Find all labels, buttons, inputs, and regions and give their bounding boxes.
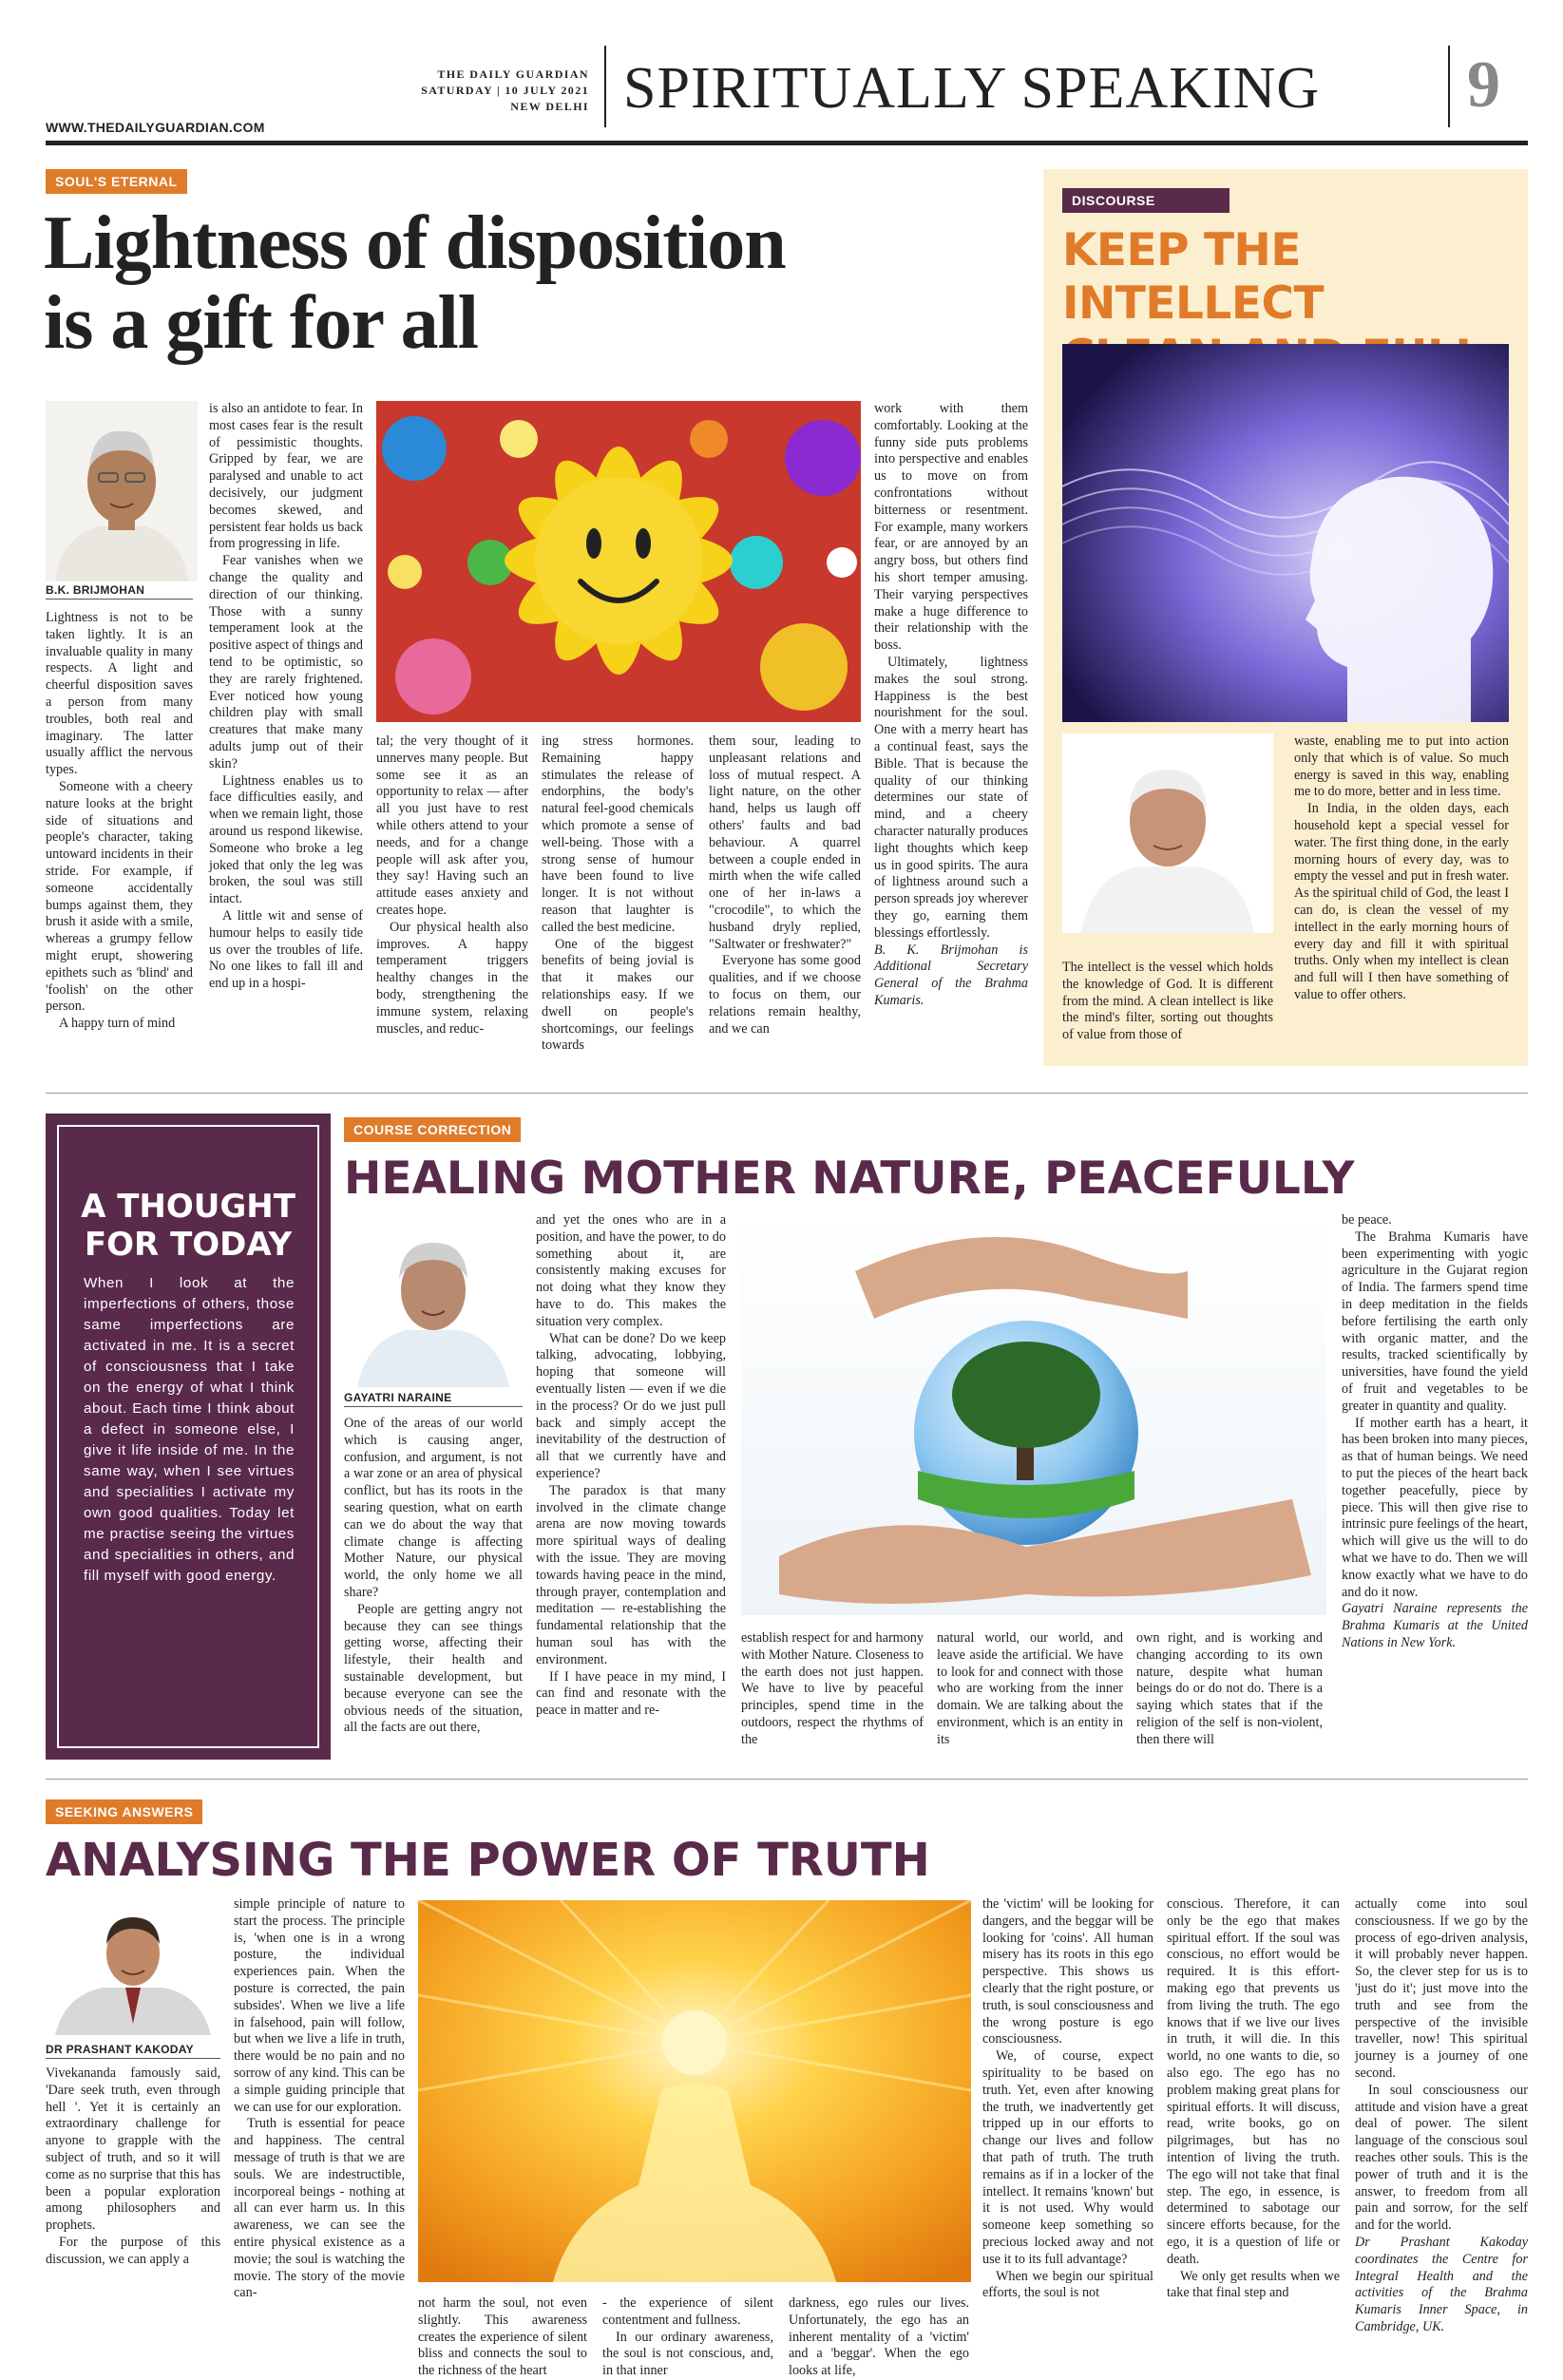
article-column [937, 1630, 1123, 1761]
article-column [46, 610, 193, 1057]
article-column [376, 733, 528, 1057]
author-photo [1062, 733, 1273, 933]
paragraph: waste, enabling me to put into action only that which is of value. So much energy is saved in this way, enabling me to do more, better and in less time. [1294, 733, 1509, 800]
paragraph: If mother earth has a heart, it has been broken into many pieces, as that of human beings. We need to put the pieces of the heart back together peacefully, piece by piece. This will then give rise to intrinsic pure feelings of the heart, which will give us the will to do what we have to do. Then we will know exactly what we have to do and do it now. [1342, 1415, 1528, 1600]
author-photo [46, 401, 198, 581]
meditating-figure-icon [418, 1900, 971, 2282]
headline-line: Lightness of disposition [44, 201, 786, 285]
paragraph: establish respect for and harmony with Mother Nature. Closeness to the earth does not just happen. We have to live by peaceful principles, spend time in the outdoors, respect the rhythms of the [741, 1630, 924, 1747]
paragraph: In soul consciousness our attitude and vision have a great deal of power. The silent language of the conscious soul reaches other souls. This is the power of truth and it is the answer, to freedom from all pain and sorrow, for the self and for the world. [1355, 2082, 1528, 2234]
paragraph: Fear vanishes when we change the quality and direction of our thinking. Those with a sunny temperament look at the positive aspect of things and tend to be optimistic, so they are rarely frightened. Ever noticed how young children play with small creatures that make many adults jump out of their skin? [209, 553, 363, 771]
article-column [789, 2295, 969, 2379]
paragraph: We, of course, expect spirituality to be based on truth. Yet, even after knowing the truth, we inadvertently get tripped up in our efforts to change our lives and follow that path of truth. The truth remains as if in a locker of the intellect. It remains 'known' but it is not used. Why would someone keep something so precious locked away and not use it to its full advantage? [982, 2048, 1153, 2267]
paragraph: darkness, ego rules our lives. Unfortunately, the ego has an inherent mentality of a 'victim' and a 'beggar'. When the ego looks at life, [789, 2295, 969, 2379]
article-column [344, 1416, 523, 1761]
article-column [1355, 1896, 1528, 2351]
section-divider [46, 1779, 1528, 1780]
title-line: A THOUGHT [81, 1188, 295, 1226]
paragraph: not harm the soul, not even slightly. This awareness creates the experience of silent bliss and connects the soul to the richness of the heart [418, 2295, 587, 2379]
paragraph: The intellect is the vessel which holds the knowledge of God. It is different from the mind. A clean intellect is like the mind's filter, sorting out thoughts of value from those of [1062, 960, 1273, 1043]
smiling-sunflower-icon [376, 401, 861, 722]
article-tag: SEEKING ANSWERS [46, 1799, 202, 1824]
paragraph: - the experience of silent contentment and fullness. [602, 2295, 773, 2328]
author-portrait-icon [344, 1216, 523, 1387]
paragraph: A happy turn of mind [59, 1016, 176, 1032]
globe-photo [741, 1214, 1326, 1615]
paragraph: be peace. [1342, 1212, 1392, 1228]
paragraph: is also an antidote to fear. In most cases fear is the result of pessimistic thoughts. Gripped by fear, we are paralysed and unable to act decisively, our judgment becomes skewed, and persistent fear holds us back from progressing in life. [209, 401, 363, 552]
paragraph: If I have peace in my mind, I can find and resonate with the peace in matter and re- [536, 1668, 726, 1719]
paragraph: In India, in the olden days, each household kept a special vessel for water. The first thing done, in the early morning hours of every day, was to empty the vessel and put in fresh water. As the spiritual child of God, the least I can do, is clean the vessel of my intellect in the early morning hours of every day and fill it with spiritual truths. Only when my intellect is clean and full will I then have something of value to offer others. [1294, 801, 1509, 1002]
article-column [542, 733, 694, 1057]
author-portrait-icon [46, 401, 198, 581]
paragraph: Someone with a cheery nature looks at the bright side of situations and people's character, taking untoward incidents in their stride. For example, if someone accidentally bumps against them, they brush it aside with a smile, whereas a grumpy fellow might erupt, showering epithets such as 'blind' and 'foolish' on the other person. [46, 778, 193, 1015]
article-column [1136, 1630, 1323, 1761]
paragraph: The Brahma Kumaris have been experimenting with yogic agriculture in the Gujarat region of India. The farmers spend time in deep meditation in the fields before fertilising the earth only with organic matter, and the results, tracked scientifically by universities, have found the yield of fruit and vegetables to be greater in quantity and quality. [1342, 1228, 1528, 1414]
paragraph: One of the biggest benefits of being jovial is that it makes our relationships easy. If we dwell on people's shortcomings, our feelings towards [542, 936, 694, 1054]
author-caption: B.K. BRIJMOHAN [46, 583, 145, 597]
article-column [1342, 1212, 1528, 1761]
article-column [602, 2295, 773, 2379]
article-column [741, 1630, 924, 1761]
paragraph: Ultimately, lightness makes the soul strong. Happiness is the best nourishment for the soul. One with a merry heart has a continual feast, says the Bible. That is because the quality of our thinking determines our state of mind, and a cheery character naturally produces light thoughts which keep us in good spirits. The aura of lightness around such a person spreads joy wherever they go, earning them blessings effortlessly. [874, 654, 1028, 941]
discourse-column [1294, 733, 1509, 1057]
paragraph: and yet the ones who are in a position, and have the power, to do something about it, are consistently making excuses for not doing what they know they have to do. This makes the situation very complex. [536, 1212, 726, 1329]
article-tag: COURSE CORRECTION [344, 1117, 521, 1142]
sunflower-photo [376, 401, 861, 722]
author-portrait-icon [1062, 733, 1273, 933]
paragraph: the 'victim' will be looking for dangers, and the beggar will be looking for 'coins'. All human misery has its roots in this ego perspective. This shows us clearly that the right posture, or truth, is soul consciousness and the wrong posture is ego consciousness. [982, 1896, 1153, 2047]
thought-text: When I look at the imperfections of others, those same imperfections are activated in me. It is a secret of consciousness that I take on the energy of what I think about. Each time I think about a defect in someone else, I give it life inside of me. In the same way, when I see virtues and specialities I activate my own good qualities. Today let me practise seeing the virtues and specialities in others, and fill myself with good energy. [84, 1275, 295, 1584]
paragraph: A little wit and sense of humour helps to easily tide us over the troubles of life. No one likes to fall ill and end up in a hospi- [209, 907, 363, 992]
paragraph: actually come into soul consciousness. If we go by the process of ego-driven analysis, it will probably never happen. So, the clever step for us is to 'just do it'; just move into the truth and see from the perspective of the invisible traveller, now! This spiritual journey is a journey of one second. [1355, 1896, 1528, 2081]
paragraph: Truth is essential for peace and happiness. The central message of truth is that we are souls. We are indestructible, incorporeal beings - nothing at all can ever harm us. In this awareness, we can see the entire physical existence as a movie; the soul is watching the movie. The story of the movie can- [234, 2116, 405, 2301]
hands-globe-tree-icon [741, 1214, 1326, 1615]
paragraph: What can be done? Do we keep talking, advocating, lobbying, hoping that someone will eventually listen — even if we die in the process? Or do we just pull back and simply accept the inevitability of the destruction of all that we currently have and experience? [536, 1330, 726, 1481]
masthead-divider [1448, 46, 1450, 127]
section-divider [46, 1093, 1528, 1094]
issue-date: SATURDAY | 10 JULY 2021 [421, 84, 589, 97]
headline-line: is a gift for all [44, 281, 479, 365]
paragraph: work with them comfortably. Looking at the funny side puts problems into perspective and enables us to move on from confrontations without bitterness or resentment. For example, many workers fear, or are annoyed by an angry boss, but others find his short temper amusing. Their varying perspectives make a huge difference to their relationship with the boss. [874, 401, 1028, 654]
page-number: 9 [1467, 48, 1500, 122]
author-photo [46, 1900, 220, 2035]
article-column [418, 2295, 587, 2379]
article-column [874, 401, 1028, 1057]
issue-city: NEW DELHI [510, 100, 589, 113]
paragraph: them sour, leading to unpleasant relations and loss of mutual respect. A light nature, on the other hand, helps us laugh off others' faults and bad behaviour. A quarrel between a couple ended in mirth when the wife called one of her in-laws a "crocodile", to which the husband dryly replied, "Saltwater or freshwater?" [709, 733, 861, 952]
discourse-column [1062, 960, 1273, 1055]
paragraph: When we begin our spiritual efforts, the soul is not [982, 2268, 1153, 2301]
article-column [46, 2066, 220, 2351]
paragraph: own right, and is working and changing according to its own nature, despite what human beings do or do not do. There is a saying which states that if the religion of the self is non-violent, then there will [1136, 1630, 1323, 1747]
title-line: FOR TODAY [84, 1226, 293, 1264]
paragraph: One of the areas of our world which is causing anger, confusion, and argument, is not a war zone or an area of physical conflict, but has its roots in the searing question, what on earth can we do about the way that climate change is affecting Mother Nature, our physical world, the only home we all share? [344, 1416, 523, 1600]
author-caption: GAYATRI NARAINE [344, 1391, 452, 1404]
article-column [209, 401, 363, 1057]
masthead-rule [46, 141, 1528, 145]
masthead-divider [604, 46, 606, 127]
caption-rule [344, 1406, 523, 1407]
article-headline: HEALING MOTHER NATURE, PEACEFULLY [344, 1152, 1355, 1205]
paper-name: THE DAILY GUARDIAN [437, 67, 589, 81]
website-url[interactable]: WWW.THEDAILYGUARDIAN.COM [46, 120, 265, 135]
article-column [234, 1896, 405, 2351]
author-caption: DR PRASHANT KAKODAY [46, 2043, 194, 2056]
section-title: SPIRITUALLY SPEAKING [623, 56, 1321, 121]
paragraph: natural world, our world, and leave aside the artificial. We have to look for and connect with those who are working from the inner domain. We are talking about the environment, which is an entity in its [937, 1630, 1123, 1747]
paragraph: ing stress hormones. Remaining happy stimulates the release of endorphins, the body's natural feel-good chemicals which promote a sense of well-being. Those with a strong sense of humour have been found to live longer. It is not without reason that laughter is called the best medicine. [542, 733, 694, 935]
article-tag: SOUL'S ETERNAL [46, 169, 187, 194]
author-credit: Dr Prashant Kakoday coordinates the Centre for Integral Health and the activities of the Brahma Kumaris Inner Space, in Cambridge, UK. [1355, 2234, 1528, 2334]
paragraph: The paradox is that many involved in the climate change arena are now moving towards more spiritual ways of dealing with the issue. They are moving towards having peace in the mind, through prayer, contemplation and meditation — re-establishing the fundamental relationship that the human soul has with the environment. [536, 1482, 726, 1667]
author-photo [344, 1216, 523, 1387]
discourse-tag: DISCOURSE [1062, 188, 1229, 213]
paragraph: Lightness is not to be taken lightly. It is an invaluable quality in many respects. A light and cheerful disposition saves a person from many troubles, both real and imaginary. The latter usually afflict the nervous types. [46, 610, 193, 778]
thought-title [57, 1188, 319, 1264]
paragraph: We only get results when we take that final step and [1167, 2268, 1340, 2301]
article-headline: ANALYSING THE POWER OF TRUTH [46, 1834, 930, 1887]
article-column [982, 1896, 1153, 2351]
article-column [709, 733, 861, 1057]
article-column [536, 1212, 726, 1761]
paragraph: simple principle of nature to start the process. The principle is, 'when one is in a wrong posture, the individual experiences pain. When the posture is corrected, the pain subsides'. When we live a life in falsehood, pain will follow, but when we live a life in truth, there would be no pain and no sorrow of any kind. This can be a simple guiding principle that we can use for our exploration. [234, 1896, 405, 2115]
author-credit: Gayatri Naraine represents the Brahma Kumaris at the United Nations in New York. [1342, 1601, 1528, 1650]
paragraph: Everyone has some good qualities, and if we choose to focus on them, our relations remain healthy, and we can [709, 953, 861, 1037]
paragraph: In our ordinary awareness, the soul is not conscious, and, in that inner [602, 2329, 773, 2379]
paragraph: Lightness enables us to face difficulties easily, and when we remain light, those around us respond likewise. Someone who broke a leg joked that only the leg was broken, the soul was still intact. [209, 772, 363, 907]
caption-rule [46, 599, 193, 600]
article-column [1167, 1896, 1340, 2351]
paragraph: conscious. Therefore, it can only be the ego that makes spiritual effort. If the soul was conscious, no effort would be required. It is this effort-making ego that prevents us from living the truth. The ego knows that if we live our lives in truth, it will die. In this world, no one wants to die, so also ego. The ego has no problem making great plans for spiritual efforts. It will discuss, read, write books, go on pilgrimages, but has no intention of living the truth. The ego will not take that final step. The ego, in essence, is determined to sabotage our sincere efforts because, for the ego, it is a question of life or death. [1167, 1896, 1340, 2267]
caption-rule [46, 2058, 220, 2059]
author-credit: B. K. Brijmohan is Additional Secretary General of the Brahma Kumaris. [874, 942, 1028, 1008]
masthead-meta [380, 67, 589, 115]
intellect-photo [1062, 344, 1509, 722]
article-headline [44, 203, 1032, 363]
title-line: KEEP THE INTELLECT [1062, 224, 1325, 330]
paragraph: People are getting angry not because they can see things getting worse, affecting their lifestyle, their health and sustainable development, but because everyone can see the obvious needs of the situation, all the facts are out there, [344, 1601, 523, 1736]
paragraph: For the purpose of this discussion, we can apply a [46, 2234, 220, 2267]
author-portrait-icon [46, 1900, 220, 2035]
meditation-photo [418, 1900, 971, 2282]
paragraph: tal; the very thought of it unnerves many people. But some see it as an opportunity to relax — after all you just have to rest while others attend to your needs, and for a change people will ask after you, they say! Having such an attitude eases anxiety and creates hope. [376, 733, 528, 918]
glowing-head-icon [1062, 344, 1509, 722]
paragraph: Vivekananda famously said, 'Dare seek truth, even through hell '. Yet it is certainly an extraordinary challenge for anyone to grapple with the subject of truth, and so it will come as no surprise that this has been a popular exploration among philosophers and prophets. [46, 2066, 220, 2234]
paragraph: Our physical health also improves. A happy temperament triggers healthy changes in the body, strengthening the immune system, relaxing muscles, and reduc- [376, 919, 528, 1037]
